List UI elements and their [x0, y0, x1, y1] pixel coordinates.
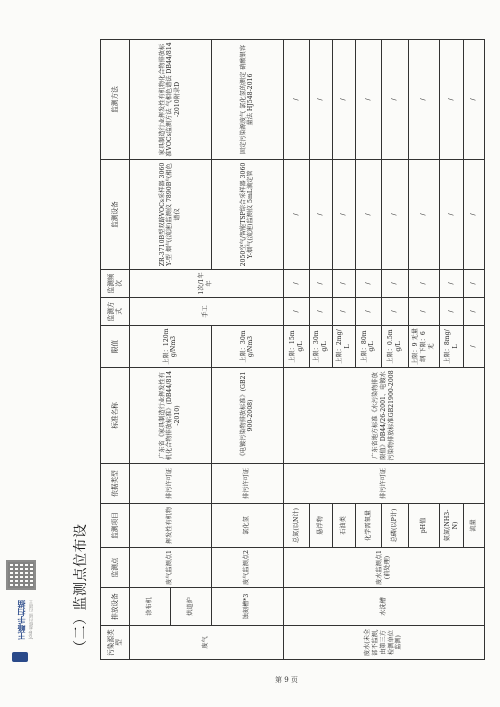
standard-name-cell: 广东省地方标准《水污染物排放限值》DB44/26-2001、电镀水污染物排放标准GB21900-2008: [283, 368, 484, 464]
watermark-subtext: Jdsb 超级扫描 扫描王: [28, 600, 33, 639]
header-cell: 排放设备: [101, 588, 130, 626]
monitoring-mode-cell: /: [332, 298, 355, 326]
limit-cell: /: [464, 326, 485, 368]
limit-cell: 上限：0.5mg/L: [382, 326, 409, 368]
monitoring-mode-cell: /: [355, 298, 382, 326]
monitoring-point-cell: 废气监测点1: [129, 548, 211, 588]
limit-cell: 上限：15mg/L: [283, 326, 310, 368]
scanner-badge-icon: [12, 652, 28, 662]
monitoring-device-cell: /: [355, 160, 382, 270]
header-cell: 监测项目: [101, 504, 130, 548]
monitoring-item-cell: 总氮(以N计): [283, 504, 310, 548]
monitoring-frequency-cell: /: [439, 270, 464, 298]
monitoring-frequency-cell: 1次/1年年: [129, 270, 283, 298]
limit-cell: 上限：30mg/L: [310, 326, 333, 368]
header-cell: 监测点: [101, 548, 130, 588]
monitoring-frequency-cell: /: [464, 270, 485, 298]
monitoring-frequency-cell: /: [408, 270, 439, 298]
monitoring-method-cell: 家具制造行业挥发性有机物化合物排放标准VOCs监测方法 气相色谱法 DB44/814-2010附录D: [129, 40, 211, 160]
header-cell: 监测方式: [101, 298, 130, 326]
monitoring-mode-cell: /: [439, 298, 464, 326]
monitoring-device-cell: /: [439, 160, 464, 270]
monitoring-mode-cell: /: [310, 298, 333, 326]
monitoring-frequency-cell: /: [355, 270, 382, 298]
header-cell: 污染源类型: [101, 626, 130, 660]
header-cell: 限值: [101, 326, 130, 368]
header-cell: 依据类型: [101, 464, 130, 504]
source-type-cell: 废气: [129, 626, 283, 660]
monitoring-item-cell: 流量: [464, 504, 485, 548]
header-cell: 监测频次: [101, 270, 130, 298]
qr-code-icon: [6, 560, 36, 590]
monitoring-device-cell: ZR-3710B型双路VOCs采样器 3060Y-型 烟气(流速)监测仪 7890B气相色谱仪: [129, 160, 211, 270]
monitoring-item-cell: 总磷(以P计): [382, 504, 409, 548]
monitoring-mode-cell: /: [408, 298, 439, 326]
equipment-cell: 蚀刻槽*3: [211, 588, 283, 626]
scanner-watermark: [4, 560, 38, 705]
limit-cell: 上限：80mg/L: [355, 326, 382, 368]
header-cell: 监测设备: [101, 160, 130, 270]
monitoring-mode-cell: /: [382, 298, 409, 326]
monitoring-item-cell: 氯化氢: [211, 504, 283, 548]
monitoring-method-cell: /: [310, 40, 333, 160]
equipment-cell: 烘道炉: [170, 588, 211, 626]
monitoring-item-cell: 氨氮(NH3-N): [439, 504, 464, 548]
rotated-document-sheet: [73, 40, 485, 660]
standard-name-cell: 《电镀污染物排放标准》(GB21900-2008): [211, 368, 283, 464]
monitoring-point-cell: 废水监测点1(前处理): [283, 548, 484, 588]
section-title: （二）监测点位布设: [73, 523, 89, 654]
monitoring-method-cell: /: [464, 40, 485, 160]
header-cell: 监测方法: [101, 40, 130, 160]
source-type-cell: 废水(未全部不监测,由第三方检测单位监测): [283, 626, 484, 660]
monitoring-frequency-cell: /: [332, 270, 355, 298]
monitoring-item-cell: 挥发性有机物: [129, 504, 211, 548]
basis-type-cell: 排污许可证: [211, 464, 283, 504]
monitoring-device-cell: 2050空气/智能TSP综合采样器 3060Y-烟气(流速)监测仪 5mL滴定管: [211, 160, 283, 270]
page-number: 第 9 页: [275, 676, 298, 684]
monitoring-method-cell: /: [355, 40, 382, 160]
monitoring-method-cell: /: [332, 40, 355, 160]
monitoring-method-cell: /: [408, 40, 439, 160]
standard-name-cell: 广东省《家具制造行业挥发性有机化合物排放标准》(DB44/814-2010): [129, 368, 211, 464]
equipment-cell: 涂布机: [129, 588, 170, 626]
header-cell: 标准名称: [101, 368, 130, 464]
monitoring-point-table: [100, 39, 485, 660]
limit-cell: 上限：8mg/L: [439, 326, 464, 368]
monitoring-frequency-cell: /: [310, 270, 333, 298]
monitoring-method-cell: /: [283, 40, 310, 160]
monitoring-method-cell: /: [439, 40, 464, 160]
monitoring-frequency-cell: /: [283, 270, 310, 298]
monitoring-device-cell: /: [382, 160, 409, 270]
monitoring-item-cell: 石油类: [332, 504, 355, 548]
equipment-cell: 水洗槽: [283, 588, 484, 626]
limit-cell: 上限：30mg/Nm3: [211, 326, 283, 368]
monitoring-method-cell: 固定污染源废气 氯化氢的测定 硝酸银容量法 HJ548-2016: [211, 40, 283, 160]
limit-cell: 上限：2mg/L: [332, 326, 355, 368]
monitoring-device-cell: /: [408, 160, 439, 270]
limit-cell: 上限：9 无量纲 下限：6 无: [408, 326, 439, 368]
monitoring-item-cell: pH值: [408, 504, 439, 548]
basis-type-cell: 排污许可证: [283, 464, 484, 504]
watermark-brand: 王峰手扫描: [17, 600, 26, 640]
limit-cell: 上限：120mg/Nm3: [129, 326, 211, 368]
table-row: [211, 40, 283, 660]
table-header-row: [101, 40, 130, 660]
basis-type-cell: 排污许可证: [129, 464, 211, 504]
monitoring-point-cell: 废气监测点2: [211, 548, 283, 588]
monitoring-mode-cell: /: [283, 298, 310, 326]
table-row: [129, 40, 170, 660]
monitoring-device-cell: /: [332, 160, 355, 270]
monitoring-method-cell: /: [382, 40, 409, 160]
monitoring-device-cell: /: [464, 160, 485, 270]
monitoring-item-cell: 悬浮物: [310, 504, 333, 548]
monitoring-device-cell: /: [283, 160, 310, 270]
monitoring-mode-cell: /: [464, 298, 485, 326]
monitoring-item-cell: 化学需氧量: [355, 504, 382, 548]
monitoring-device-cell: /: [310, 160, 333, 270]
monitoring-mode-cell: 手工: [129, 298, 283, 326]
table-row: [283, 40, 310, 660]
monitoring-frequency-cell: /: [382, 270, 409, 298]
